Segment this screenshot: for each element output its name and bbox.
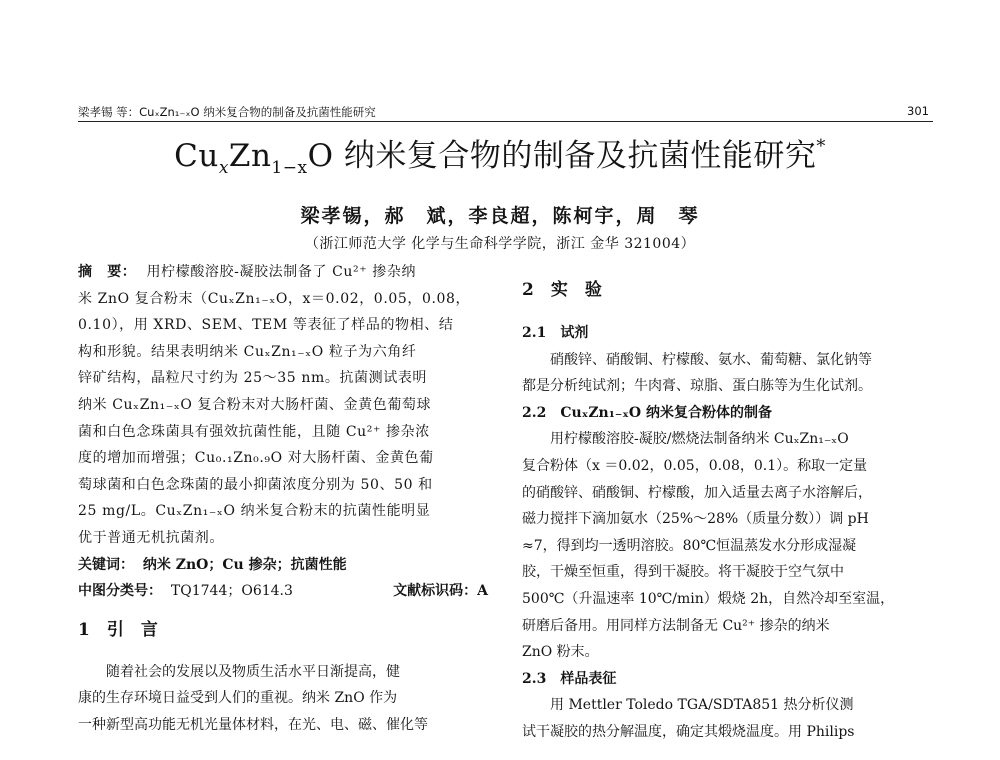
header-rule	[78, 121, 933, 122]
section-heading-intro: 1 引 言	[78, 619, 158, 640]
author-list: 梁孝锡，郝 斌，李良超，陈柯宇，周 琴	[300, 205, 700, 227]
intro-line: 随着社会的发展以及物质生活水平日渐提高，健	[106, 663, 400, 680]
intro-line: 一种新型高功能无机光量体材料，在光、电、磁、催化等	[78, 716, 428, 733]
abstract-line: 米 ZnO 复合粉末（CuₓZn₁₋ₓO，x＝0.02，0.05，0.08，	[78, 290, 471, 307]
intro-line: 康的生存环境日益受到人们的重视。纳米 ZnO 作为	[78, 690, 398, 707]
keywords-label: 关键词：	[78, 556, 134, 573]
running-header	[78, 104, 933, 122]
section-heading-experiment: 2 实 验	[522, 280, 602, 300]
classification	[78, 578, 496, 605]
preparation-line: 的硝酸锌、硝酸铜、柠檬酸，加入适量去离子水溶解后，	[522, 484, 872, 501]
title-rest: 纳米复合物的制备及抗菌性能研究	[333, 138, 817, 174]
paper-title	[0, 130, 1000, 178]
clc-value: TQ1744；O614.3	[170, 583, 293, 600]
clc-label: 中图分类号：	[78, 583, 162, 600]
abstract-line: 菌和白色念珠菌具有强效抗菌性能，且随 Cu²⁺ 掺杂浓	[78, 423, 430, 440]
reagents-line: 硝酸锌、硝酸铜、柠檬酸、氨水、葡萄糖、氯化钠等	[550, 351, 872, 368]
affiliation: （浙江师范大学 化学与生命科学学院，浙江 金华 321004）	[304, 236, 696, 252]
abstract-line: 纳米 CuₓZn₁₋ₓO 复合粉末对大肠杆菌、金黄色葡萄球	[78, 396, 432, 413]
preparation-line: 胶，干燥至恒重，得到干凝胶。将干凝胶于空气氛中	[522, 564, 844, 581]
abstract-line: 萄球菌和白色念珠菌的最小抑菌浓度分别为 50、50 和	[78, 476, 433, 493]
preparation-line: 研磨后备用。用同样方法制备无 Cu²⁺ 掺杂的纳米	[522, 617, 830, 634]
characterization-line: 试干凝胶的热分解温度，确定其煅烧温度。用 Philips	[522, 723, 855, 740]
preparation-line: ≈7，得到均一透明溶胶。80℃恒温蒸发水分形成湿凝	[522, 537, 857, 554]
title-sub-x: x	[218, 158, 229, 179]
abstract-line: 锌矿结构，晶粒尺寸约为 25～35 nm。抗菌测试表明	[78, 370, 428, 387]
abstract	[78, 259, 496, 552]
left-column	[78, 259, 496, 739]
title-cu: Cu	[174, 138, 219, 174]
right-column	[522, 272, 940, 746]
preparation-line: ZnO 粉末。	[522, 644, 599, 661]
running-title: 梁孝锡 等：CuₓZn₁₋ₓO 纳米复合物的制备及抗菌性能研究	[78, 105, 376, 119]
preparation-line: 磁力搅拌下滴加氨水（25%～28%（质量分数））调 pH	[522, 511, 869, 528]
abstract-line: 优于普通无机抗菌剂。	[78, 529, 224, 546]
abstract-line: 度的增加而增强；Cu₀.₁Zn₀.₉O 对大肠杆菌、金黄色葡	[78, 450, 434, 467]
doc-code-label: 文献标识码：	[393, 583, 478, 600]
preparation-line: 复合粉体（x ＝0.02，0.05，0.08，0.1）。称取一定量	[522, 457, 868, 474]
title-sub-1x: 1−x	[271, 158, 308, 179]
subsection-heading-characterization: 2.3 样品表征	[522, 670, 617, 687]
title-footnote-star: *	[816, 136, 826, 157]
doc-code-value: A	[477, 583, 488, 600]
abstract-line: 0.10），用 XRD、SEM、TEM 等表征了样品的物相、结	[78, 317, 454, 334]
title-zn: Zn	[228, 138, 272, 174]
title-o: O	[307, 138, 334, 174]
abstract-line: 25 mg/L。CuₓZn₁₋ₓO 纳米复合粉末的抗菌性能明显	[78, 503, 431, 520]
keywords	[78, 552, 496, 579]
characterization-line: 用 Mettler Toledo TGA/SDTA851 热分析仪测	[550, 697, 854, 714]
subsection-heading-preparation: 2.2 CuₓZn₁₋ₓO 纳米复合粉体的制备	[522, 404, 772, 421]
subsection-heading-reagents: 2.1 试剂	[522, 325, 589, 341]
abstract-line: 构和形貌。结果表明纳米 CuₓZn₁₋ₓO 粒子为六角纤	[78, 343, 417, 360]
reagents-line: 都是分析纯试剂；牛肉膏、琼脂、蛋白胨等为生化试剂。	[522, 378, 872, 395]
abstract-label: 摘 要：	[78, 264, 137, 280]
preparation-line: 用柠檬酸溶胶-凝胶/燃烧法制备纳米 CuₓZn₁₋ₓO	[550, 431, 849, 448]
page-number: 301	[907, 104, 929, 118]
abstract-line: 用柠檬酸溶胶-凝胶法制备了 Cu²⁺ 掺杂纳	[146, 264, 417, 280]
preparation-line: 500℃（升温速率 10℃/min）煅烧 2h，自然冷却至室温，	[522, 590, 895, 607]
keywords-text: 纳米 ZnO；Cu 掺杂；抗菌性能	[142, 556, 347, 573]
